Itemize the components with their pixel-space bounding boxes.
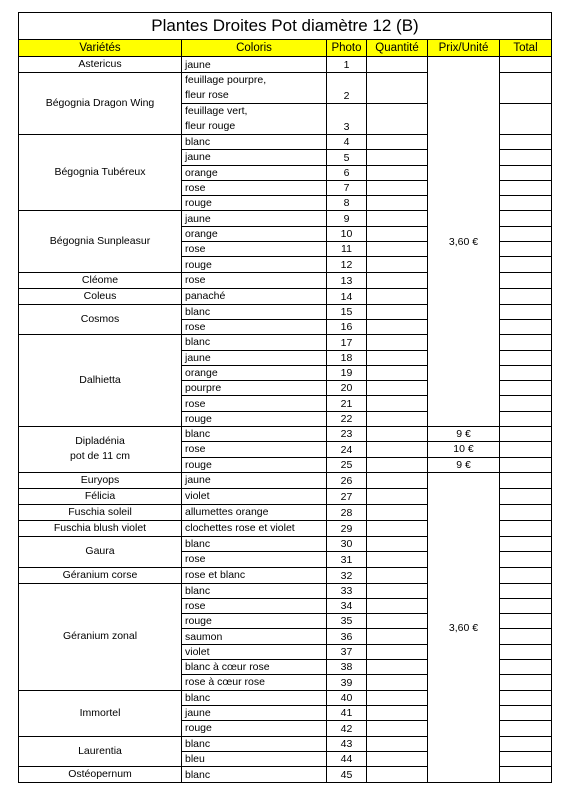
photo-number: 42 — [327, 721, 367, 736]
total-cell — [500, 396, 552, 411]
header-coloris: Coloris — [182, 40, 327, 57]
coloris-cell — [182, 165, 327, 180]
variety-cell — [19, 335, 182, 427]
photo-number: 27 — [327, 488, 367, 504]
coloris-cell — [182, 644, 327, 659]
quantity-cell[interactable] — [367, 751, 428, 766]
coloris-text: jaune — [185, 58, 211, 71]
total-cell — [500, 457, 552, 472]
table-row — [19, 472, 552, 488]
coloris-text: bleu — [185, 752, 205, 765]
coloris-cell — [182, 150, 327, 165]
total-cell — [500, 304, 552, 319]
coloris-text: violet — [185, 490, 210, 503]
price-table — [18, 12, 552, 783]
photo-number: 31 — [327, 552, 367, 567]
coloris-cell — [182, 736, 327, 751]
total-cell — [500, 736, 552, 751]
variety-cell — [19, 211, 182, 272]
total-cell — [500, 135, 552, 150]
coloris-text: blanc — [185, 136, 211, 149]
quantity-cell[interactable] — [367, 304, 428, 319]
total-cell — [500, 319, 552, 334]
photo-number: 43 — [327, 736, 367, 751]
quantity-cell[interactable] — [367, 57, 428, 73]
total-cell — [500, 288, 552, 304]
coloris-text: rose à cœur rose — [185, 676, 265, 689]
coloris-cell — [182, 196, 327, 211]
quantity-cell[interactable] — [367, 150, 428, 165]
total-cell — [500, 614, 552, 629]
photo-number: 18 — [327, 350, 367, 365]
quantity-cell[interactable] — [367, 73, 428, 104]
total-cell — [500, 690, 552, 705]
quantity-cell[interactable] — [367, 567, 428, 583]
quantity-cell[interactable] — [367, 381, 428, 396]
total-cell — [500, 583, 552, 598]
quantity-cell[interactable] — [367, 457, 428, 472]
variety-name: Géranium corse — [62, 568, 138, 581]
coloris-cell — [182, 705, 327, 720]
variety-name: Fuschia blush violet — [53, 521, 147, 534]
photo-number: 22 — [327, 411, 367, 426]
quantity-cell[interactable] — [367, 472, 428, 488]
photo-number: 32 — [327, 567, 367, 583]
quantity-cell[interactable] — [367, 180, 428, 195]
coloris-cell — [182, 365, 327, 380]
photo-number: 5 — [327, 150, 367, 165]
quantity-cell[interactable] — [367, 257, 428, 272]
total-cell — [500, 350, 552, 365]
quantity-cell[interactable] — [367, 488, 428, 504]
coloris-text: panaché — [185, 290, 226, 303]
photo-number: 37 — [327, 644, 367, 659]
photo-number: 9 — [327, 211, 367, 226]
page-title: Plantes Droites Pot diamètre 12 (B) — [19, 13, 552, 40]
total-cell — [500, 721, 552, 736]
photo-number: 4 — [327, 135, 367, 150]
coloris-text: blanc — [185, 305, 211, 318]
coloris-text: rose — [185, 274, 206, 287]
quantity-cell[interactable] — [367, 319, 428, 334]
variety-name: Félicia — [84, 489, 116, 502]
photo-number: 33 — [327, 583, 367, 598]
quantity-cell[interactable] — [367, 396, 428, 411]
total-cell — [500, 226, 552, 241]
variety-name: Astericus — [78, 58, 122, 70]
photo-number: 15 — [327, 304, 367, 319]
quantity-cell[interactable] — [367, 211, 428, 226]
price-cell: 3,60 € — [428, 472, 500, 782]
total-cell — [500, 381, 552, 396]
coloris-text: rose — [185, 243, 206, 256]
total-cell — [500, 567, 552, 583]
coloris-text: rose — [185, 397, 206, 410]
coloris-cell — [182, 751, 327, 766]
coloris-text: blanc — [185, 336, 211, 349]
photo-number: 20 — [327, 381, 367, 396]
quantity-cell[interactable] — [367, 520, 428, 536]
variety-name: Coleus — [83, 289, 117, 302]
photo-number: 1 — [327, 57, 367, 73]
header-variete: Variétés — [19, 40, 182, 57]
coloris-text: blanc — [185, 584, 211, 597]
variety-cell — [19, 690, 182, 736]
quantity-cell[interactable] — [367, 288, 428, 304]
quantity-cell[interactable] — [367, 196, 428, 211]
variety-name: Cléome — [81, 273, 119, 286]
variety-cell — [19, 536, 182, 567]
variety-name: Fuschia soleil — [68, 505, 132, 518]
coloris-text: rose — [185, 599, 206, 612]
coloris-text: blanc — [185, 428, 211, 441]
coloris-cell — [182, 552, 327, 567]
photo-number: 17 — [327, 335, 367, 350]
coloris-cell — [182, 614, 327, 629]
variety-name: Bégognia Sunpleasur — [49, 235, 151, 248]
quantity-cell[interactable] — [367, 242, 428, 257]
coloris-cell — [182, 690, 327, 705]
photo-number: 40 — [327, 690, 367, 705]
variety-name: Immortel — [79, 706, 121, 719]
price-cell: 9 € — [428, 427, 500, 442]
variety-cell — [19, 767, 182, 783]
photo-number: 36 — [327, 629, 367, 644]
quantity-cell[interactable] — [367, 365, 428, 380]
total-cell — [500, 520, 552, 536]
photo-number: 23 — [327, 427, 367, 442]
photo-number: 12 — [327, 257, 367, 272]
variety-name: Ostéopernum — [68, 768, 132, 781]
photo-number: 3 — [327, 104, 367, 135]
total-cell — [500, 272, 552, 288]
total-cell — [500, 705, 552, 720]
header-photo: Photo — [327, 40, 367, 57]
coloris-cell — [182, 57, 327, 73]
coloris-text: feuillage vert, — [185, 105, 248, 117]
variety-cell — [19, 272, 182, 288]
coloris-cell — [182, 488, 327, 504]
coloris-cell — [182, 226, 327, 241]
coloris-text: rouge — [185, 197, 212, 210]
photo-number: 25 — [327, 457, 367, 472]
variety-cell — [19, 288, 182, 304]
total-cell — [500, 442, 552, 457]
quantity-cell[interactable] — [367, 690, 428, 705]
variety-name: Bégognia Dragon Wing — [45, 97, 155, 109]
coloris-text: rose — [185, 321, 206, 334]
table-row — [19, 427, 552, 442]
coloris-text: rouge — [185, 412, 212, 425]
header-quantite: Quantité — [367, 40, 428, 57]
variety-cell — [19, 567, 182, 583]
coloris-cell — [182, 396, 327, 411]
variety-cell — [19, 304, 182, 335]
variety-cell — [19, 472, 182, 488]
total-cell — [500, 104, 552, 135]
coloris-cell — [182, 180, 327, 195]
quantity-cell[interactable] — [367, 104, 428, 135]
variety-name: pot de 11 cm — [70, 450, 130, 463]
quantity-cell[interactable] — [367, 272, 428, 288]
coloris-cell — [182, 675, 327, 690]
variety-cell — [19, 583, 182, 690]
header-total: Total — [500, 40, 552, 57]
total-cell — [500, 598, 552, 613]
photo-number: 34 — [327, 598, 367, 613]
coloris-cell — [182, 135, 327, 150]
price-cell: 3,60 € — [428, 57, 500, 427]
photo-number: 6 — [327, 165, 367, 180]
coloris-cell — [182, 411, 327, 426]
coloris-cell — [182, 242, 327, 257]
coloris-cell — [182, 288, 327, 304]
total-cell — [500, 57, 552, 73]
coloris-text: rouge — [185, 458, 212, 471]
coloris-cell — [182, 536, 327, 551]
quantity-cell[interactable] — [367, 705, 428, 720]
coloris-text: rouge — [185, 258, 212, 271]
photo-number: 41 — [327, 705, 367, 720]
coloris-cell — [182, 104, 327, 135]
photo-number: 24 — [327, 442, 367, 457]
variety-name: Laurentia — [78, 744, 122, 757]
total-cell — [500, 211, 552, 226]
coloris-text: fleur rouge — [185, 120, 236, 132]
coloris-text: jaune — [185, 474, 211, 487]
total-cell — [500, 644, 552, 659]
coloris-text: jaune — [185, 212, 211, 225]
photo-number: 14 — [327, 288, 367, 304]
total-cell — [500, 488, 552, 504]
variety-name: Euryops — [80, 473, 120, 486]
quantity-cell[interactable] — [367, 675, 428, 690]
total-cell — [500, 504, 552, 520]
coloris-cell — [182, 457, 327, 472]
variety-cell — [19, 520, 182, 536]
total-cell — [500, 552, 552, 567]
coloris-text: orange — [185, 166, 218, 179]
quantity-cell[interactable] — [367, 736, 428, 751]
photo-number: 19 — [327, 365, 367, 380]
coloris-text: rose — [185, 182, 206, 195]
coloris-cell — [182, 598, 327, 613]
total-cell — [500, 660, 552, 675]
total-cell — [500, 365, 552, 380]
coloris-cell — [182, 472, 327, 488]
total-cell — [500, 536, 552, 551]
variety-name: Dalhietta — [79, 374, 121, 387]
coloris-cell — [182, 257, 327, 272]
quantity-cell[interactable] — [367, 767, 428, 783]
photo-number: 30 — [327, 536, 367, 551]
coloris-text: orange — [185, 367, 218, 379]
quantity-cell[interactable] — [367, 411, 428, 426]
quantity-cell[interactable] — [367, 427, 428, 442]
coloris-text: blanc — [185, 691, 211, 704]
coloris-text: blanc — [185, 768, 211, 781]
coloris-cell — [182, 767, 327, 783]
photo-number: 38 — [327, 660, 367, 675]
coloris-cell — [182, 211, 327, 226]
table-row — [19, 57, 552, 73]
coloris-cell — [182, 381, 327, 396]
coloris-cell — [182, 629, 327, 644]
variety-cell — [19, 73, 182, 135]
quantity-cell[interactable] — [367, 442, 428, 457]
quantity-cell[interactable] — [367, 660, 428, 675]
variety-name: Cosmos — [80, 312, 120, 325]
photo-number: 7 — [327, 180, 367, 195]
coloris-text: rose — [185, 443, 206, 456]
variety-name: Bégognia Tubéreux — [54, 166, 146, 179]
total-cell — [500, 335, 552, 350]
coloris-text: jaune — [185, 151, 211, 164]
coloris-text: jaune — [185, 351, 211, 364]
total-cell — [500, 242, 552, 257]
photo-number: 35 — [327, 614, 367, 629]
quantity-cell[interactable] — [367, 335, 428, 350]
variety-cell — [19, 135, 182, 211]
photo-number: 28 — [327, 504, 367, 520]
quantity-cell[interactable] — [367, 598, 428, 613]
quantity-cell[interactable] — [367, 552, 428, 567]
quantity-cell[interactable] — [367, 721, 428, 736]
coloris-cell — [182, 721, 327, 736]
quantity-cell[interactable] — [367, 536, 428, 551]
quantity-cell[interactable] — [367, 614, 428, 629]
photo-number: 8 — [327, 196, 367, 211]
total-cell — [500, 180, 552, 195]
coloris-text: rouge — [185, 722, 212, 735]
price-cell: 9 € — [428, 457, 500, 472]
coloris-text: jaune — [185, 707, 211, 720]
total-cell — [500, 629, 552, 644]
total-cell — [500, 472, 552, 488]
coloris-cell — [182, 304, 327, 319]
coloris-cell — [182, 660, 327, 675]
photo-number: 26 — [327, 472, 367, 488]
variety-cell — [19, 427, 182, 473]
coloris-text: pourpre — [185, 382, 222, 395]
coloris-cell — [182, 335, 327, 350]
variety-cell — [19, 504, 182, 520]
coloris-cell — [182, 319, 327, 334]
total-cell — [500, 675, 552, 690]
total-cell — [500, 165, 552, 180]
price-cell: 10 € — [428, 442, 500, 457]
variety-name: Dipladénia — [75, 435, 125, 448]
quantity-cell[interactable] — [367, 583, 428, 598]
coloris-text: blanc à cœur rose — [185, 661, 270, 674]
photo-number: 21 — [327, 396, 367, 411]
photo-number: 45 — [327, 767, 367, 783]
coloris-text: blanc — [185, 737, 211, 750]
photo-number: 29 — [327, 520, 367, 536]
variety-cell — [19, 488, 182, 504]
variety-name: Géranium zonal — [62, 630, 138, 643]
coloris-cell — [182, 427, 327, 442]
total-cell — [500, 427, 552, 442]
quantity-cell[interactable] — [367, 135, 428, 150]
coloris-text: rouge — [185, 615, 212, 628]
coloris-cell — [182, 350, 327, 365]
coloris-cell — [182, 272, 327, 288]
coloris-cell — [182, 73, 327, 104]
variety-cell — [19, 57, 182, 73]
variety-cell — [19, 736, 182, 767]
coloris-text: blanc — [185, 538, 211, 551]
header-prix: Prix/Unité — [428, 40, 500, 57]
total-cell — [500, 257, 552, 272]
coloris-text: saumon — [185, 630, 223, 643]
coloris-text: rose et blanc — [185, 569, 246, 582]
header-row — [19, 40, 552, 57]
photo-number: 39 — [327, 675, 367, 690]
total-cell — [500, 150, 552, 165]
coloris-cell — [182, 567, 327, 583]
photo-number: 13 — [327, 272, 367, 288]
photo-number: 10 — [327, 226, 367, 241]
quantity-cell[interactable] — [367, 504, 428, 520]
coloris-text: clochettes rose et violet — [185, 522, 295, 535]
coloris-text: feuillage pourpre, — [185, 74, 267, 86]
coloris-text: orange — [185, 227, 218, 240]
total-cell — [500, 751, 552, 766]
quantity-cell[interactable] — [367, 226, 428, 241]
coloris-cell — [182, 583, 327, 598]
photo-number: 2 — [327, 73, 367, 104]
coloris-text: rose — [185, 553, 206, 566]
coloris-cell — [182, 442, 327, 457]
photo-number: 44 — [327, 751, 367, 766]
coloris-cell — [182, 520, 327, 536]
coloris-text: allumettes orange — [185, 506, 269, 519]
total-cell — [500, 196, 552, 211]
photo-number: 16 — [327, 319, 367, 334]
quantity-cell[interactable] — [367, 350, 428, 365]
total-cell — [500, 411, 552, 426]
total-cell — [500, 73, 552, 104]
photo-number: 11 — [327, 242, 367, 257]
coloris-text: violet — [185, 645, 210, 658]
quantity-cell[interactable] — [367, 629, 428, 644]
total-cell — [500, 767, 552, 783]
quantity-cell[interactable] — [367, 165, 428, 180]
variety-name: Gaura — [85, 545, 115, 558]
coloris-text: fleur rose — [185, 89, 229, 101]
quantity-cell[interactable] — [367, 644, 428, 659]
coloris-cell — [182, 504, 327, 520]
